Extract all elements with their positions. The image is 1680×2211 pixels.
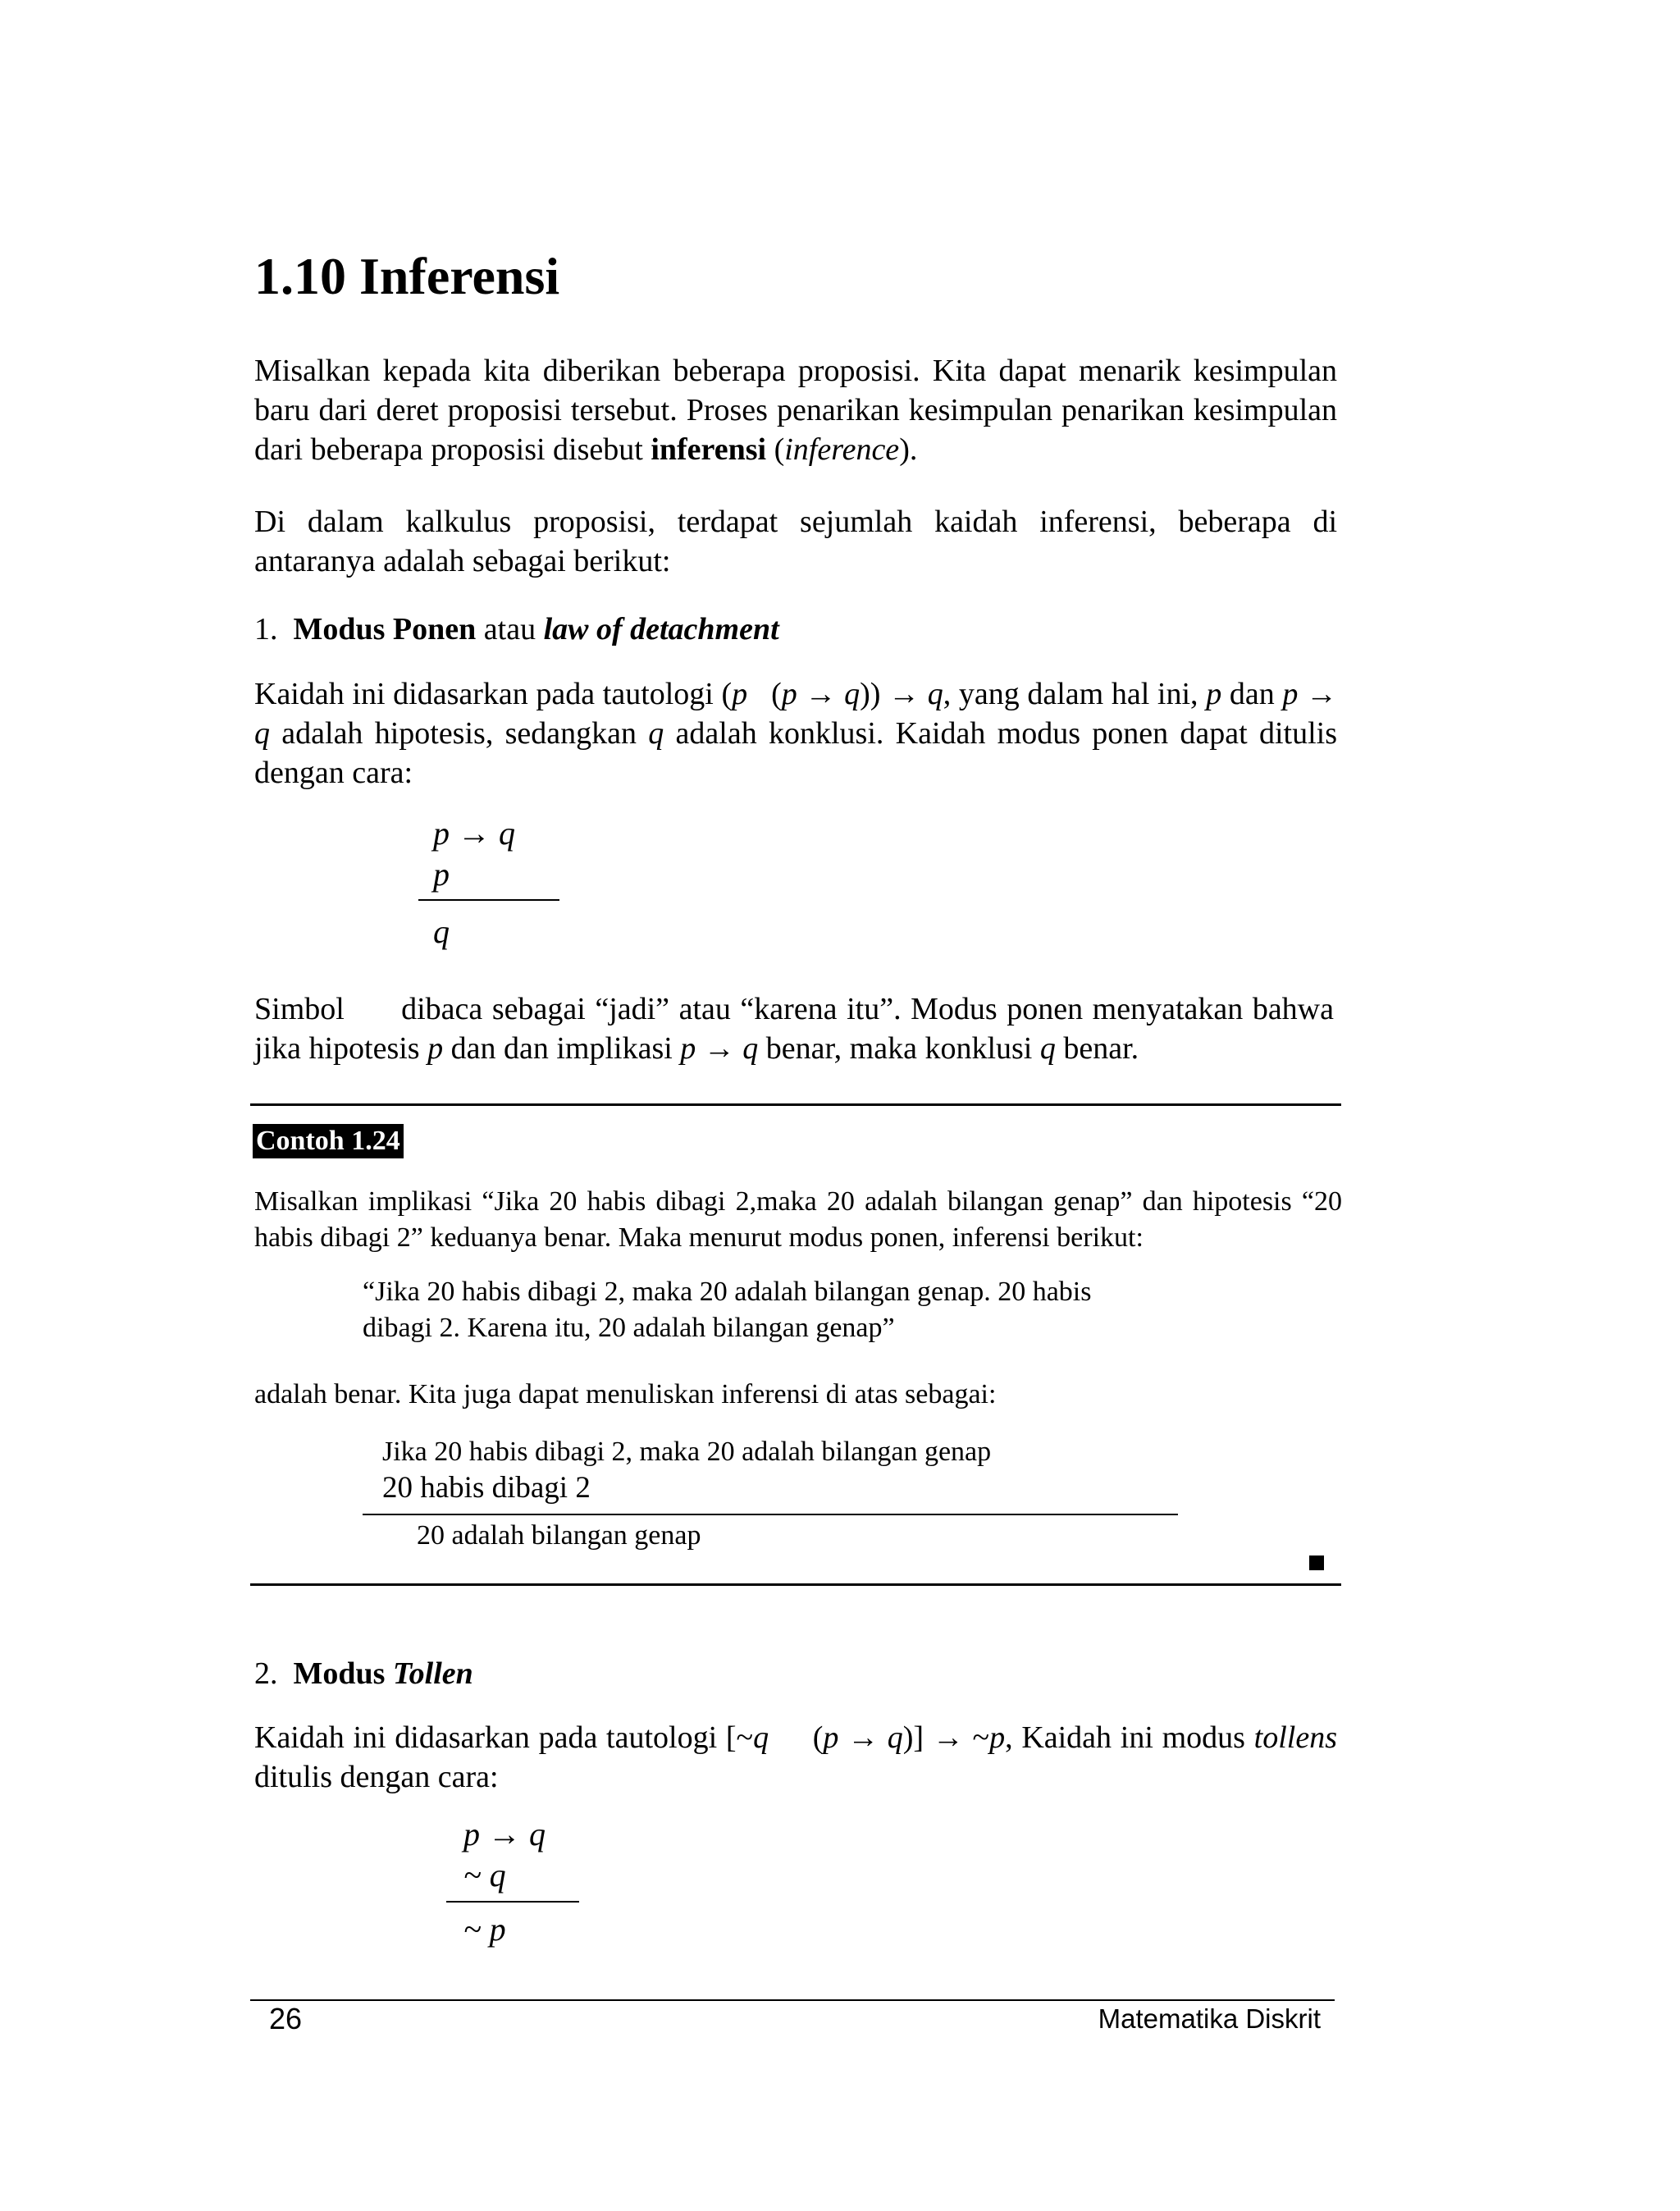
rule2-conclusion: ~ p <box>463 1911 506 1948</box>
example-top-rule <box>250 1103 1341 1106</box>
rule2-inference-line <box>446 1901 579 1903</box>
rule2-heading: 2. Modus Tollen <box>254 1656 473 1691</box>
example-label: Contoh 1.24 <box>253 1124 404 1158</box>
example-conclusion: 20 adalah bilangan genap <box>417 1520 701 1551</box>
rule1-premise-1: p → q <box>433 815 515 852</box>
section-heading: 1.10 Inferensi <box>254 247 560 305</box>
rule1-premise-2: p <box>433 856 450 893</box>
intro-paragraph: Misalkan kepada kita diberikan beberapa proposisi. Kita dapat menarik kesimpulan baru dari deret proposisi tersebut. Proses penarikan kesimpulan penarikan kesimpulan dari beberapa proposisi disebut inferensi (inference). <box>254 354 1337 467</box>
rule1-conclusion: q <box>433 913 450 950</box>
rule2-premise-2: ~ q <box>463 1857 506 1894</box>
end-of-example-icon <box>1309 1555 1324 1570</box>
term-inferensi: inferensi <box>651 432 767 467</box>
example-premise-1: Jika 20 habis dibagi 2, maka 20 adalah bilangan genap <box>382 1437 992 1467</box>
example-inference-line <box>363 1514 1178 1515</box>
page-number: 26 <box>269 2002 303 2035</box>
example-quote-line-2: dibagi 2. Karena itu, 20 adalah bilangan genap” <box>363 1313 895 1343</box>
rule2-description: Kaidah ini didasarkan pada tautologi [~q (p → q)] → ~p, Kaidah ini modus tollens ditulis dengan cara: <box>254 1720 1337 1794</box>
example-premise-2: 20 habis dibagi 2 <box>382 1471 591 1505</box>
kalkulus-paragraph: Di dalam kalkulus proposisi, terdapat sejumlah kaidah inferensi, beberapa di antaranya adalah sebagai berikut: <box>254 505 1337 578</box>
rule1-inference-line <box>418 899 559 901</box>
example-quote-line-1: “Jika 20 habis dibagi 2, maka 20 adalah bilangan genap. 20 habis <box>363 1277 1092 1307</box>
example-text-2: adalah benar. Kita juga dapat menuliskan inferensi di atas sebagai: <box>254 1379 997 1409</box>
book-title: Matematika Diskrit <box>1098 2003 1321 2034</box>
rule1-heading: 1. Modus Ponen atau law of detachment <box>254 612 779 646</box>
footer-rule <box>250 1999 1335 2001</box>
example-bottom-rule <box>250 1583 1341 1586</box>
example-text-1: Misalkan implikasi “Jika 20 habis dibagi 2,maka 20 adalah bilangan genap” dan hipotesis “20 habis dibagi 2” keduanya benar. Maka menurut modus ponen, inferensi berikut: <box>254 1186 1342 1253</box>
rule2-premise-1: p → q <box>463 1816 546 1852</box>
symbol-paragraph: Simbol dibaca sebagai “jadi” atau “karena itu”. Modus ponen menyatakan bahwa jika hipotesis p dan dan implikasi p → q benar, maka konklusi q benar. <box>254 992 1342 1066</box>
rule1-description: Kaidah ini didasarkan pada tautologi (p (p → q)) → q, yang dalam hal ini, p dan p → q adalah hipotesis, sedangkan q adalah konklusi. Kaidah modus ponen dapat ditulis dengan cara: <box>254 677 1338 790</box>
term-inference: inference <box>784 432 900 467</box>
